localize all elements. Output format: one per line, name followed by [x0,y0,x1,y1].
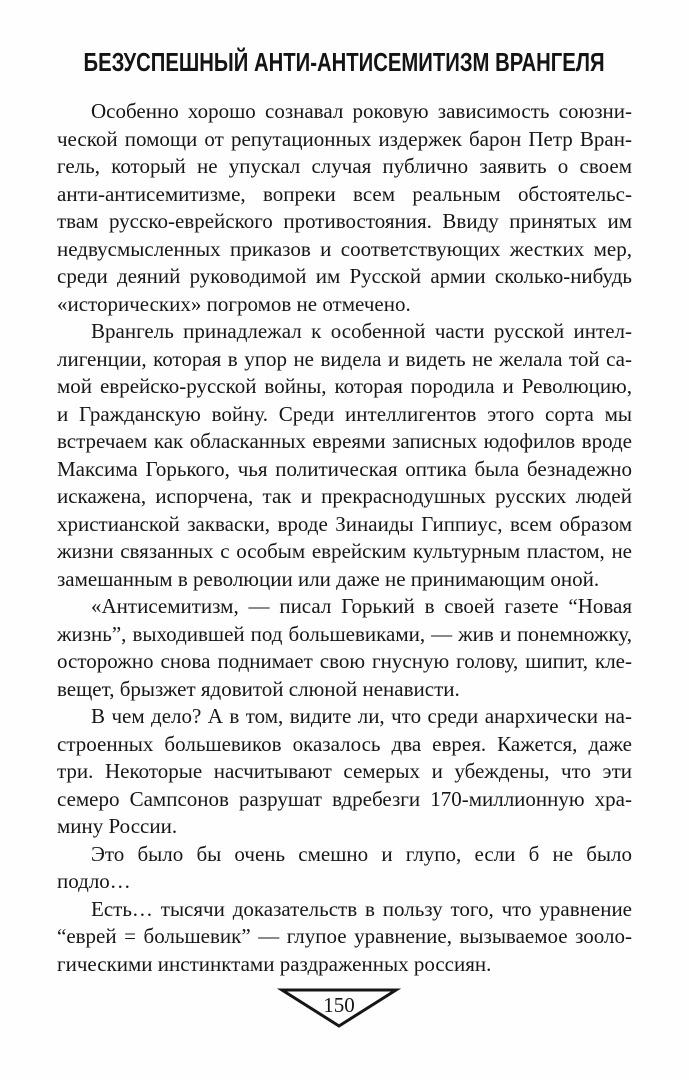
text-line: христианской закваски, вроде Зинаиды Гиппиус, всем образом [57,511,632,536]
body-text [57,98,632,978]
text-line: и Гражданскую войну. Среди интеллигентов этого сорта мы [57,401,632,426]
text-line: вещет, брызжет ядовитой слюной ненависти. [57,676,460,701]
text-line: Особенно хорошо сознавал роковую зависимость союзни- [91,99,632,123]
text-line: Это было бы очень смешно и глупо, если б не было [91,841,632,866]
page-number-ornament [277,985,401,1029]
paragraph [57,98,632,318]
text-line: недвусмысленных приказов и соответствующих жестких мер, [57,236,632,261]
text-line: замешанным в революции или даже не принимающим оной. [57,566,600,591]
text-line: “еврей = большевик” — глупое уравнение, вызываемое зооло- [57,924,632,948]
text-line: жизнь”, выходившей под большевиками, — жив и понемножку, [57,621,632,646]
text-line: семеро Сампсонов разрушат вдребезги 170-миллионную хра- [57,786,632,811]
chapter-title-row [0,48,689,76]
text-line: ческой помощи от репутационных издержек барон Петр Вран- [57,126,632,151]
paragraph [57,896,632,979]
text-line: мой еврейско-русской войны, которая породила и Революцию, [57,374,632,398]
paragraph [57,318,632,593]
text-line: встречаем как обласканных евреями записных юдофилов вроде [57,429,632,453]
text-line: гическими инстинктами раздраженных россиян. [57,951,492,976]
text-line: три. Некоторые насчитывают семерых и убеждены, что эти [57,759,632,783]
text-line: Есть… тысячи доказательств в пользу того, что уравнение [91,896,632,921]
text-line: «исторических» погромов не отмечено. [57,291,411,316]
paragraph [57,841,632,896]
text-line: строенных большевиков оказалось два еврея. Кажется, даже [57,731,632,756]
text-line: подло… [57,869,131,893]
text-line: Максима Горького, чья политическая оптика была безнадежно [57,456,632,481]
paragraph [57,703,632,841]
text-line: В чем дело? А в том, видите ли, что среди анархически на- [91,704,632,728]
text-line: среди деяний руководимой им Русской армии сколько-нибудь [57,264,632,288]
text-line: мину России. [57,814,178,838]
page-number: 150 [323,993,355,1017]
text-line: гель, который не упускал случая публично заявить о своем [57,154,632,178]
text-line: Врангель принадлежал к особенной части русской интел- [91,319,632,343]
text-line: лигенции, которая в упор не видела и видеть не желала той са- [57,346,632,371]
text-line: твам русско-еврейского противостояния. Ввиду принятых им [57,209,632,233]
page-footer [0,983,689,1033]
text-line: искажена, испорчена, так и прекраснодушных русских людей [57,484,632,508]
page-title: БЕЗУСПЕШНЫЙ АНТИ-АНТИСЕМИТИЗМ ВРАНГЕЛЯ [83,47,606,77]
text-line: жизни связанных с особым еврейским культурным пластом, не [57,539,632,563]
text-line: «Антисемитизм, — писал Горький в своей газете “Новая [91,594,632,618]
text-line: осторожно снова поднимает свою гнусную голову, шипит, кле- [57,649,632,673]
paragraph [57,593,632,703]
text-line: анти-антисемитизме, вопреки всем реальным обстоятельс- [57,181,632,206]
